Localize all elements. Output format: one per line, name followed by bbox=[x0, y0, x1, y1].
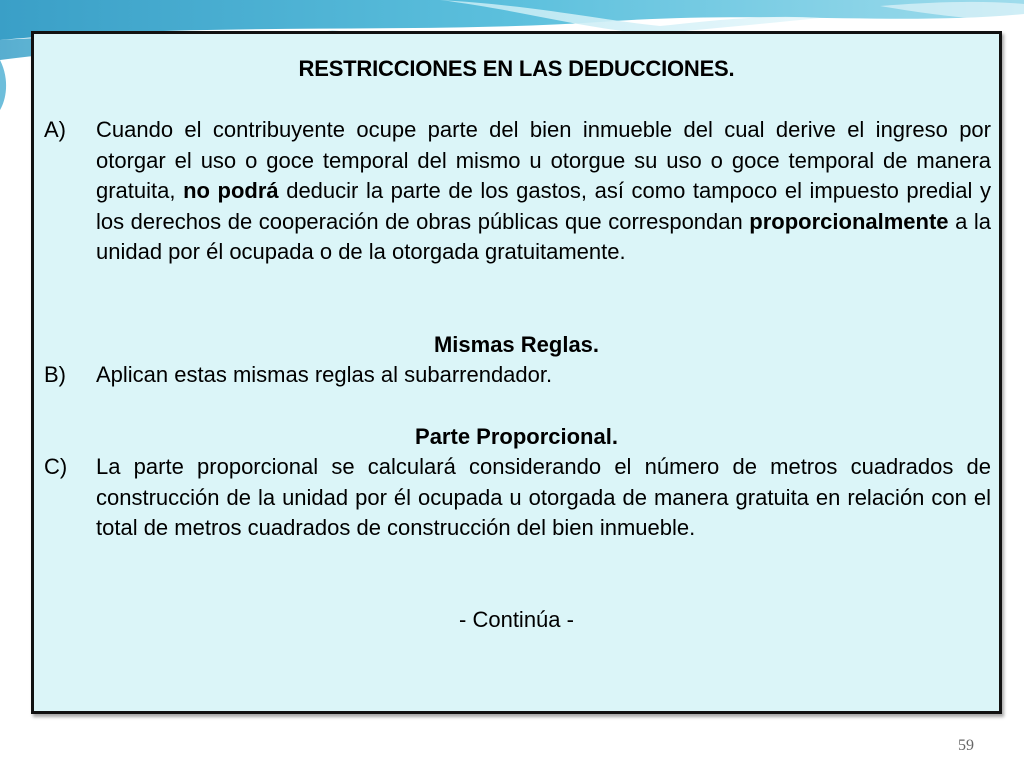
item-b-text: Aplican estas mismas reglas al subarrendador. bbox=[96, 362, 553, 387]
content-panel bbox=[31, 31, 1002, 714]
item-a-text-segment: Cuando el contribuyente ocupe parte del bien inmueble del cual derive el ingreso por otorgar el uso o goce temporal del mismo u otorgue su uso o goce temporal de manera gratuita, bbox=[96, 117, 991, 204]
item-a-text bbox=[96, 115, 991, 268]
item-a-bold-no-podra: no podrá bbox=[183, 178, 279, 204]
item-a bbox=[44, 115, 991, 268]
page-number: 59 bbox=[958, 737, 974, 754]
item-b-letter: B) bbox=[44, 362, 66, 387]
item-a-letter: A) bbox=[44, 117, 66, 142]
continua-label: - Continúa - bbox=[459, 607, 574, 632]
item-b bbox=[44, 360, 991, 391]
item-c-text: La parte proporcional se calculará considerando el número de metros cuadrados de construcción de la unidad por él ocupada u otorgada de manera gratuita en relación con el total de metros cuadrados de construcción del bien inmueble. bbox=[96, 454, 991, 541]
item-a-bold-proporcionalmente: proporcionalmente bbox=[749, 208, 949, 234]
item-a-text-segment: a la unidad por él ocupada o de la otorgada gratuitamente. bbox=[96, 208, 991, 265]
heading-mismas-reglas: Mismas Reglas. bbox=[433, 332, 600, 357]
item-a-text-segment: deducir la parte de los gastos, así como tampoco el impuesto predial y los derechos de cooperación de obras públicas que correspondan bbox=[96, 178, 991, 234]
item-c-letter: C) bbox=[44, 454, 68, 479]
item-c bbox=[44, 452, 991, 544]
slide-title: RESTRICCIONES EN LAS DEDUCCIONES. bbox=[298, 56, 735, 81]
heading-parte-proporcional: Parte Proporcional. bbox=[415, 424, 618, 449]
